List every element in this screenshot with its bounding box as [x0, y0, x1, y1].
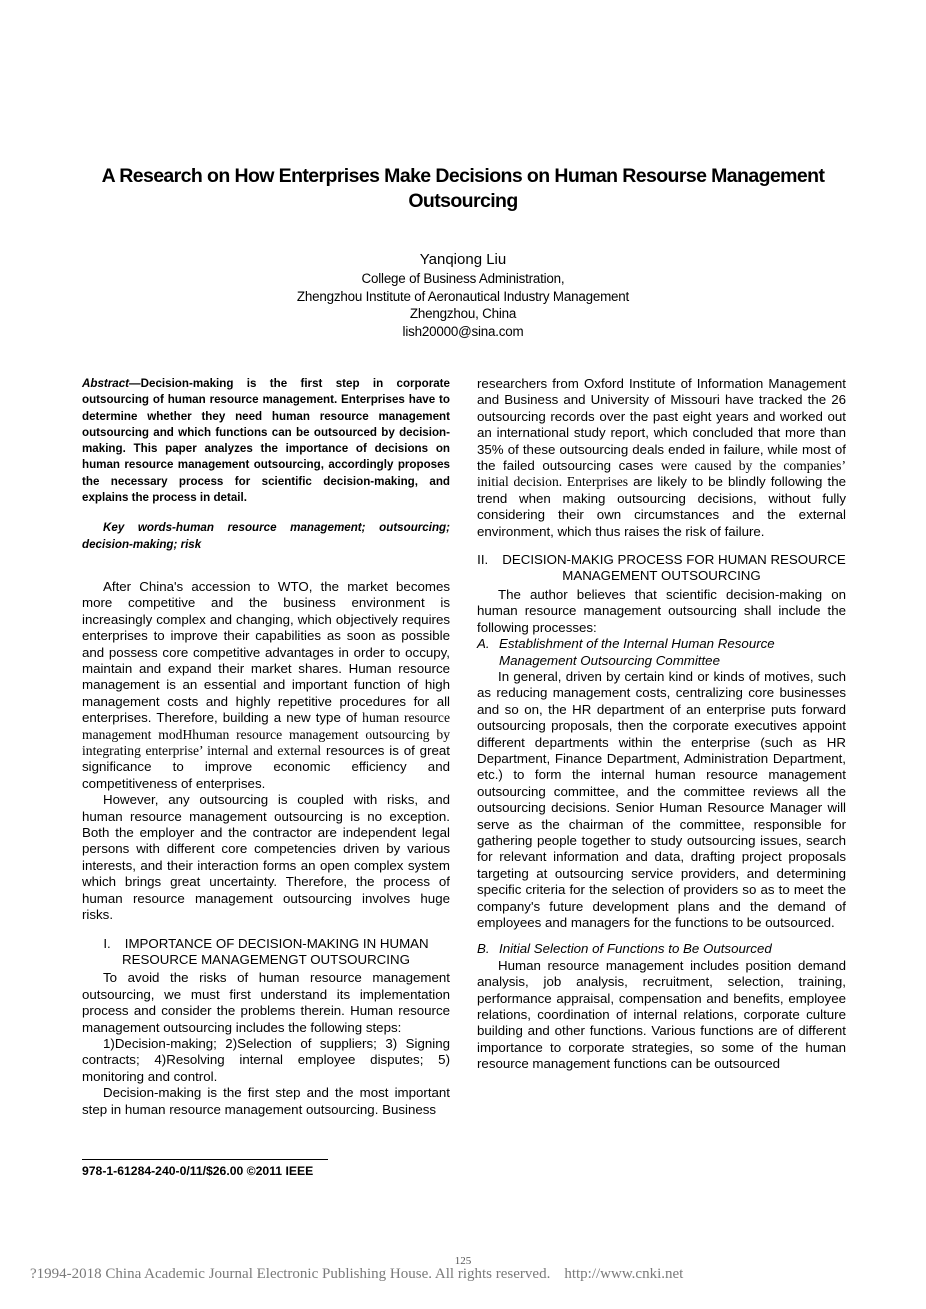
- keywords: Key words-human resource management; outsourcing; decision-making; risk: [82, 521, 450, 551]
- section-1-paragraph-2: 1)Decision-making; 2)Selection of suppliers; 3) Signing contracts; 4)Resolving internal employee disputes; 5) monitoring and control.: [82, 1035, 450, 1084]
- abstract-dash: —: [129, 377, 141, 390]
- section-title: IMPORTANCE OF DECISION-MAKING IN HUMAN RESOURCE MANAGEMENGT OUTSOURCING: [122, 935, 429, 967]
- paper-title: A Research on How Enterprises Make Decisions on Human Resourse Management Outsourcing: [101, 165, 825, 212]
- intro-paragraph-1: [82, 579, 450, 792]
- subsection-a-heading: [477, 636, 846, 669]
- section-1-heading: [82, 936, 450, 969]
- intro-paragraph-2: However, any outsourcing is coupled with risks, and human resource management outsourcing is no exception. Both the employer and the contractor are independent legal persons with different core competencies driven by various interests, and their interaction forms an open complex system which brings great uncertainty. Therefore, the process of human resource management outsourcing involves huge risks.: [82, 792, 450, 923]
- affiliation-line: Zhengzhou, China: [409, 306, 517, 321]
- author-email: lish20000@sina.com: [402, 323, 524, 339]
- author-name: Yanqiong Liu: [419, 251, 507, 268]
- text-run: After China's accession to WTO, the market becomes more competitive and the business environment is increasingly complex and changing, which objectively requires enterprises to improve their capabilities as soon as possible and possess core competitive advantages in order to occupy, maintain and expand their market shares. Human resource management is an essential and important function of high management costs and highly repetitive procedures for all enterprises. Therefore, building a new type of: [82, 578, 450, 726]
- cnki-watermark: [30, 1266, 683, 1283]
- footnote-divider: [82, 1159, 328, 1160]
- text-run-serif: human resource management modHhuman resource management outsourcing by integrating enterprise’ internal and external: [82, 710, 450, 759]
- affiliation-line: College of Business Administration,: [361, 271, 565, 286]
- subsection-label: B.: [477, 941, 490, 957]
- watermark-copyright: ?1994-2018 China Academic Journal Electronic Publishing House. All rights reserved.: [30, 1266, 551, 1282]
- text-run: researchers from Oxford Institute of Information Management and Business and University of Missouri have tracked the 26 outsourcing records over the past eight years and worked out an international study report, which concluded that more than 35% of these outsourcing deals ended in failure, while most of the failed outsourcing cases: [477, 376, 846, 474]
- abstract-label: Abstract: [82, 377, 130, 390]
- text-run: resources is of great significance to improve economic efficiency and competitiveness of enterprises.: [82, 743, 450, 791]
- subsection-title: Initial Selection of Functions to Be Outsourced: [499, 941, 772, 957]
- subsection-b-heading: [477, 941, 846, 957]
- subsection-a-paragraph: In general, driven by certain kind or kinds of motives, such as reducing management costs, centralizing core businesses and so on, the HR department of an enterprise puts forward outsourcing proposals, then the corporate executives appoint different departments within the enterprise (such as HR Department, Finance Department, Administration Department, etc.) to form the internal human resource management outsourcing committee, and the committee reviews all the outsourcing decisions. Senior Human Resource Manager will serve as the chairman of the committee, responsible for gathering people together to study outsourcing issues, search for relevant information and data, drafting project proposals targeting at outsourcing service providers, and determining specific criteria for the selection of providers so as to meet the company's future development plans and the demand of employees and managers for the functions to be outsourced.: [477, 668, 846, 930]
- watermark-url: http://www.cnki.net: [564, 1266, 684, 1282]
- section-number: II.: [477, 552, 489, 568]
- section-number: I.: [103, 935, 111, 951]
- section-2-paragraph-1: The author believes that scientific decision-making on human resource management outsourcing shall include the following processes:: [477, 586, 846, 635]
- section-1-paragraph-1: To avoid the risks of human resource management outsourcing, we must first understand its implementation process and consider the problems therein. Human resource management outsourcing includes the following steps:: [82, 970, 450, 1035]
- left-column: [82, 376, 450, 1118]
- section-title: DECISION-MAKIG PROCESS FOR HUMAN RESOURCE MANAGEMENT OUTSOURCING: [502, 552, 846, 584]
- right-column: [477, 376, 846, 1073]
- subsection-label: A.: [477, 636, 490, 652]
- page-number: 125: [454, 1255, 472, 1267]
- abstract: [82, 376, 450, 506]
- abstract-text: Decision-making is the first step in corporate outsourcing of human resource management. Enterprises have to determine whether they need human resource management outsourcing and which functions can be outsourced by decision-making. This paper analyzes the importance of decisions on human resource management outsourcing, accordingly proposes the necessary process for scientific decision-making, and explains the process in detail.: [82, 377, 450, 505]
- section-2-heading: [477, 552, 846, 585]
- subsection-title: Establishment of the Internal Human Resource Management Outsourcing Committee: [499, 636, 775, 668]
- subsection-b-paragraph: Human resource management includes position demand analysis, job analysis, recruitment, selection, training, performance appraisal, compensation and benefits, employee relations, coordination of internal relations, corporate culture building and other functions. Various functions are of different importance to corporate strategies, so some of the human resource management functions can be outsourced: [477, 957, 846, 1072]
- continued-paragraph: [477, 376, 846, 540]
- section-1-paragraph-3: Decision-making is the first step and the most important step in human resource management outsourcing. Business: [82, 1085, 450, 1117]
- text-run: are likely to be blindly following the trend when making outsourcing decisions, without fully considering their own circumstances and the external environment, which thus raises the risk of failure.: [477, 474, 846, 539]
- text-run-serif: were caused by the companies’ initial decision. Enterprises: [477, 458, 846, 490]
- affiliation-line: Zhengzhou Institute of Aeronautical Industry Management: [296, 288, 630, 304]
- copyright-footnote: 978-1-61284-240-0/11/$26.00 ©2011 IEEE: [82, 1164, 314, 1178]
- author-block: [0, 250, 926, 340]
